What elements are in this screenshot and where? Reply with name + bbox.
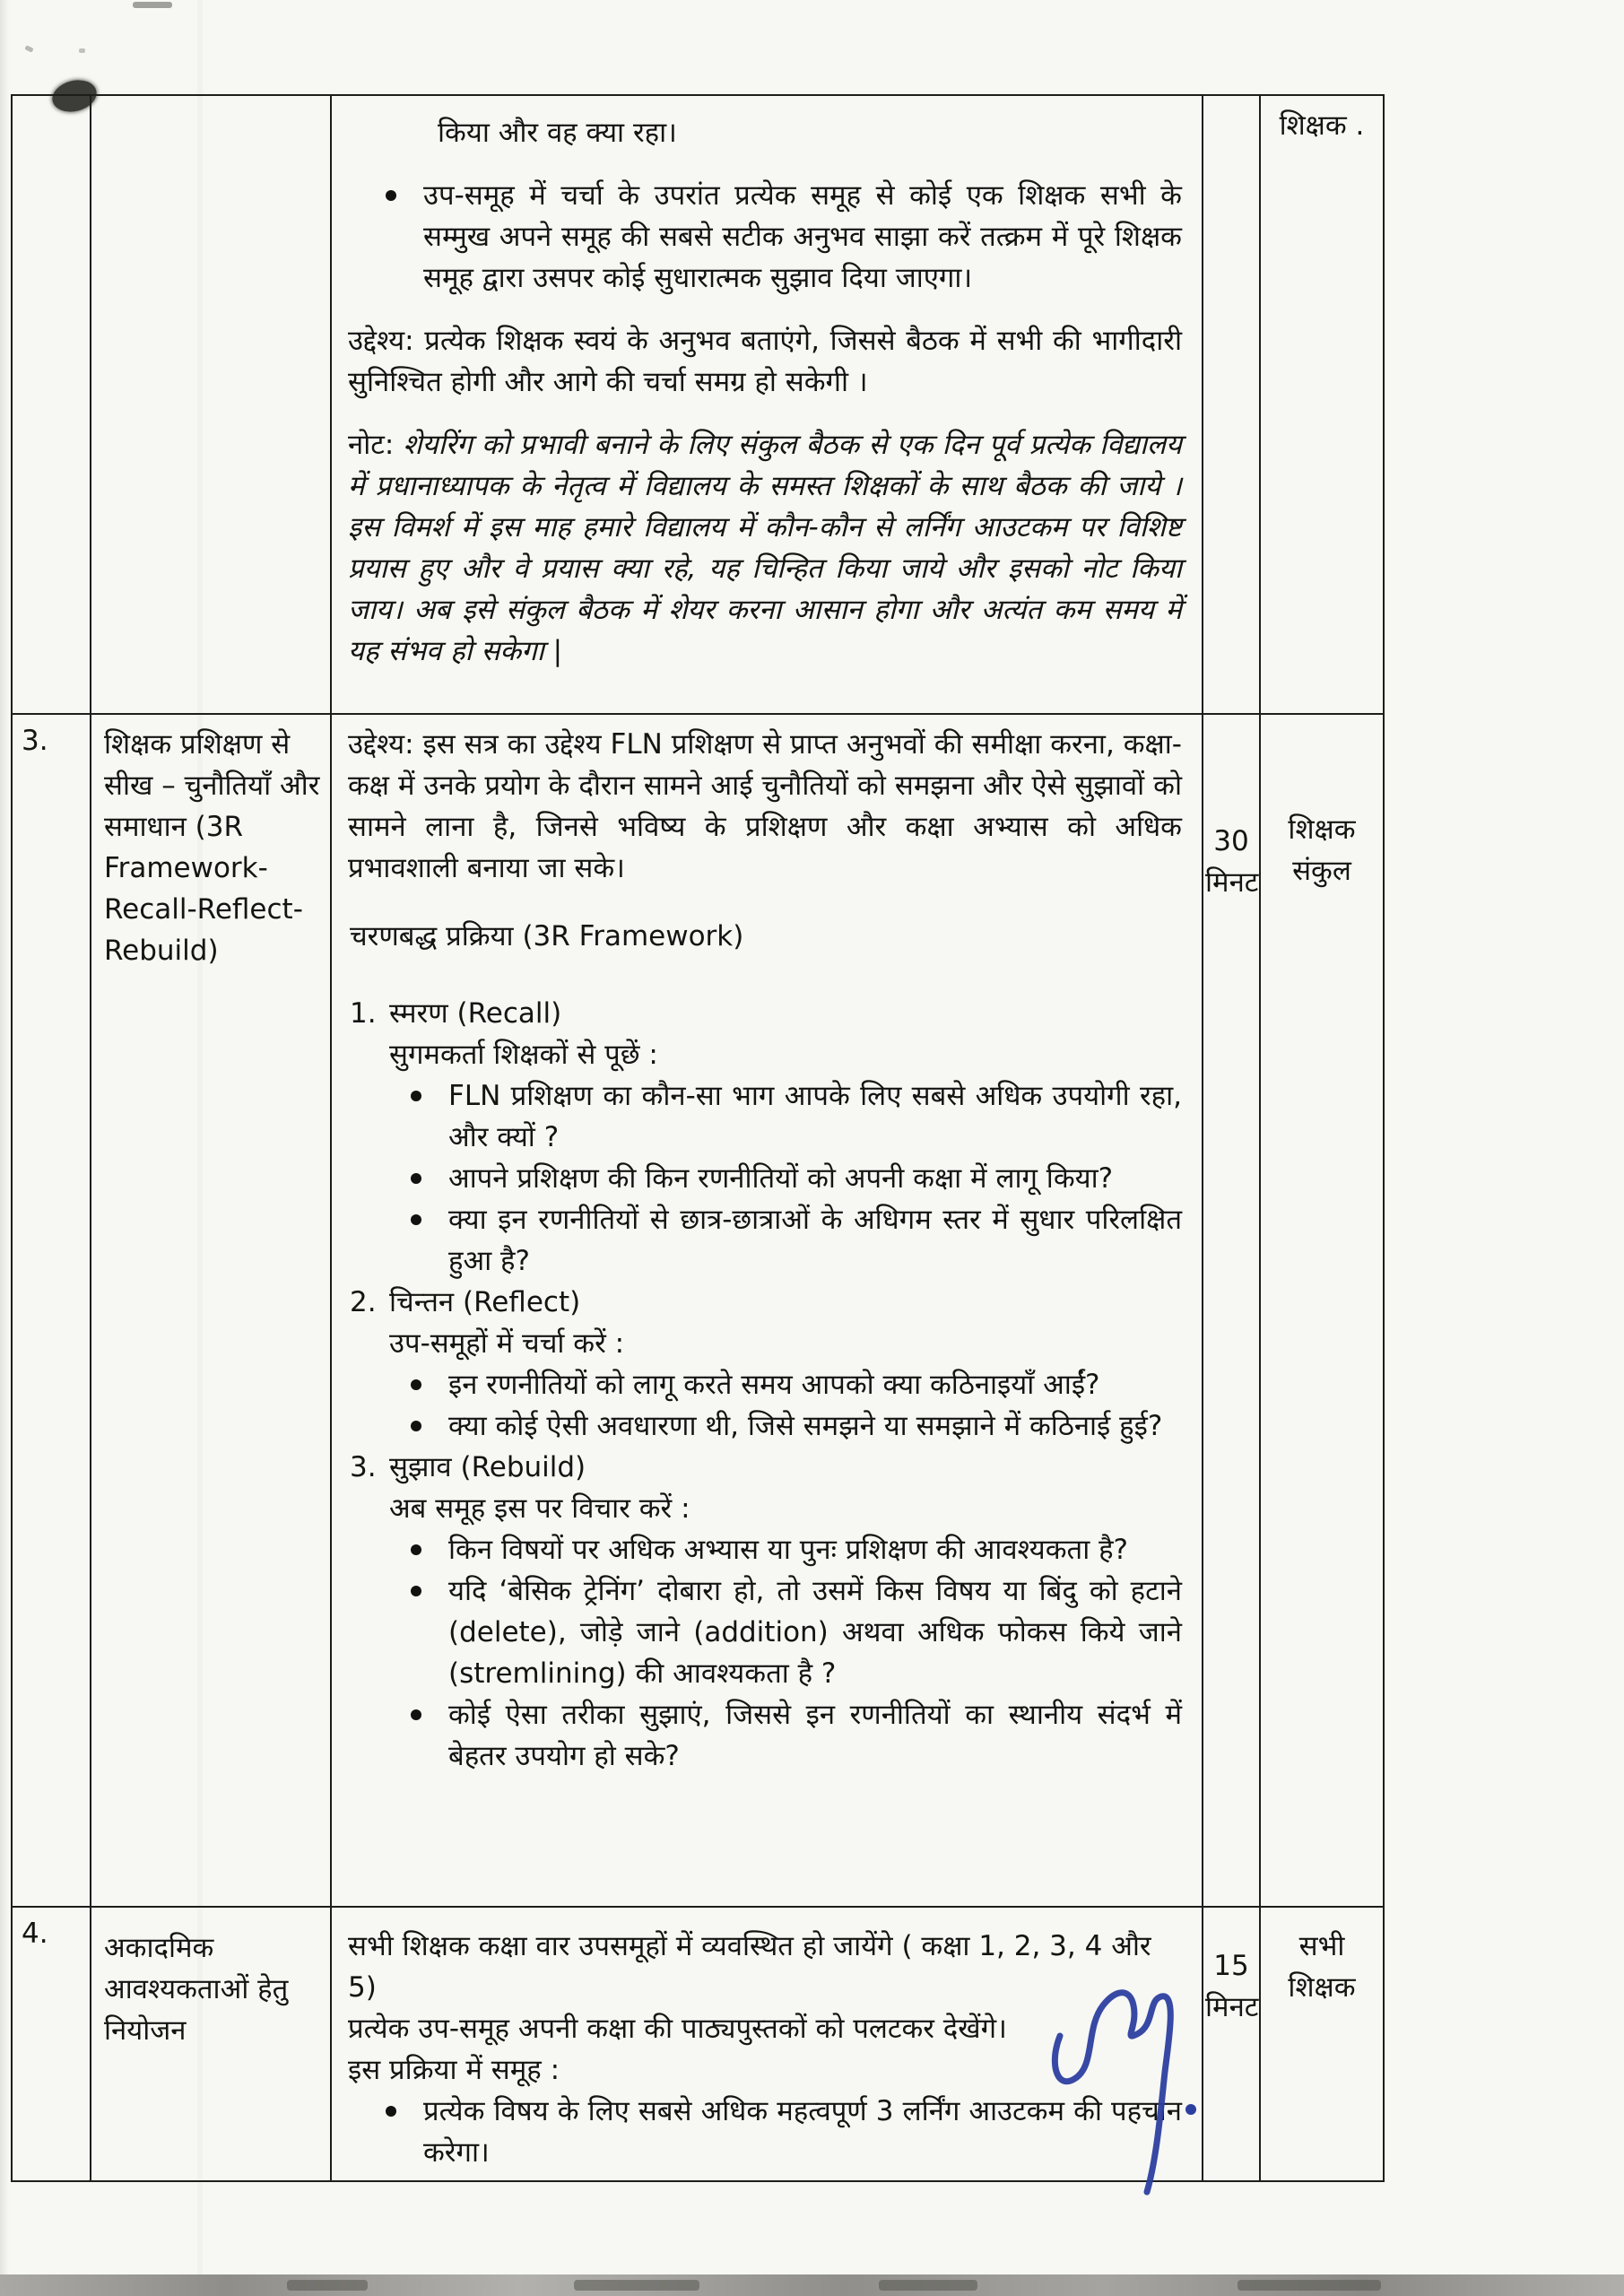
bullet-icon [411, 1214, 421, 1225]
bullet-item [389, 1694, 1182, 1777]
cell-activity-continuation [331, 95, 1203, 714]
scan-bottom-edge [0, 2274, 1624, 2296]
serial-number: 3. [22, 725, 48, 757]
time-unit: मिनट [1205, 1991, 1259, 2023]
step-number: 3. [350, 1451, 377, 1483]
bullet-text: इन रणनीतियों को लागू करते समय आपको क्या कठिनाइयाँ आईं? [448, 1369, 1100, 1401]
bullet-text: कोई ऐसा तरीका सुझाएं, जिससे इन रणनीतियों का स्थानीय संदर्भ में बेहतर उपयोग हो सके? [448, 1699, 1182, 1772]
scan-smudge [1238, 2280, 1381, 2291]
bullet-text: क्या इन रणनीतियों से छात्र-छात्राओं के अधिगम स्तर में सुधार परिलक्षित हुआ है? [448, 1204, 1182, 1277]
bullet-item [389, 1364, 1182, 1405]
cell-serial-empty [12, 95, 91, 714]
cell-responsible [1260, 714, 1384, 1907]
agenda-table [11, 94, 1385, 2182]
table-row-3 [12, 714, 1384, 1907]
activity-line: इस प्रक्रिया में समूह : [348, 2054, 560, 2086]
responsible-line: शिक्षक [1288, 813, 1356, 846]
bullet-item [389, 1405, 1182, 1447]
step-title: सुझाव (Rebuild) [389, 1451, 586, 1483]
objective-paragraph: उद्देश्य: इस सत्र का उद्देश्य FLN प्रशिक्षण से प्राप्त अनुभवों की समीक्षा करना, कक्षा-कक्ष में उनके प्रयोग के दौरान सामने आई चुनौतियों को समझना और ऐसे सुझावों को सामने लाना है, जिनसे भविष्य के प्रशिक्षण और कक्षा अभ्यास को अधिक प्रभावशाली बनाया जा सके। [348, 728, 1182, 884]
cell-activity [331, 714, 1203, 1907]
note-paragraph [348, 424, 1182, 672]
step-title: चिन्तन (Reflect) [389, 1286, 581, 1318]
step-number: 2. [350, 1286, 377, 1318]
bullet-icon [411, 1586, 421, 1596]
step-number: 1. [350, 997, 377, 1030]
note-label: नोट: [348, 429, 395, 461]
topic-text: अकादमिक आवश्यकताओं हेतु नियोजन [104, 1932, 289, 2047]
scan-smudge [574, 2280, 699, 2291]
bullet-text: किन विषयों पर अधिक अभ्यास या पुनः प्रशिक्षण की आवश्यकता है? [448, 1534, 1128, 1566]
step-title: स्मरण (Recall) [389, 997, 562, 1030]
step-lead: अब समूह इस पर विचार करें : [389, 1492, 690, 1525]
scan-smudge [879, 2280, 977, 2291]
page-edge-shadow [0, 0, 9, 2296]
cell-responsible [1260, 95, 1384, 714]
time-value: 30 [1213, 825, 1249, 857]
bullet-item [389, 1570, 1182, 1694]
bullet-item [389, 1199, 1182, 1282]
cell-time [1203, 714, 1260, 1907]
responsible-text: शिक्षक . [1279, 109, 1365, 142]
cell-serial [12, 1907, 91, 2181]
bullet-text: यदि ‘बेसिक ट्रेनिंग’ दोबारा हो, तो उसमें किस विषय या बिंदु को हटाने (delete), जोड़े जाने (addition) अथवा अधिक फोकस किये जाने (stremlining) की आवश्यकता है ? [448, 1575, 1182, 1690]
step-recall [350, 993, 1182, 1282]
note-text: शेयरिंग को प्रभावी बनाने के लिए संकुल बैठक से एक दिन पूर्व प्रत्येक विद्यालय में प्रधानाध्यापक के नेतृत्व में विद्यालय के समस्त शिक्षकों के साथ बैठक की जाये । इस विमर्श में इस माह हमारे विद्यालय में कौन-कौन से लर्निंग आउटकम पर विशिष्ट प्रयास हुए और वे प्रयास क्या रहे, यह चिन्हित किया जाये और इसको नोट किया जाय। अब इसे संकुल बैठक में शेयर करना आसान होगा और अत्यंत कम समय में यह संभव हो सकेगा | [348, 429, 1182, 667]
signature-dot [1185, 2104, 1196, 2115]
step-rebuild [350, 1447, 1182, 1777]
process-heading: चरणबद्ध प्रक्रिया (3R Framework) [350, 920, 744, 952]
bullet-icon [411, 1379, 421, 1390]
serial-number: 4. [22, 1918, 48, 1950]
bullet-text: FLN प्रशिक्षण का कौन-सा भाग आपके लिए सबसे अधिक उपयोगी रहा, और क्यों ? [448, 1080, 1182, 1153]
bullet-item [389, 1158, 1182, 1199]
responsible-line: सभी [1298, 1930, 1345, 1962]
bullet-icon [411, 1709, 421, 1720]
bullet-item [389, 1529, 1182, 1570]
step-lead: उप-समूहों में चर्चा करें : [389, 1327, 625, 1360]
bullet-icon [411, 1544, 421, 1555]
cell-topic [91, 714, 331, 1907]
bullet-icon [411, 1421, 421, 1431]
bullet-text: क्या कोई ऐसी अवधारणा थी, जिसे समझने या समझाने में कठिनाई हुई? [448, 1410, 1163, 1442]
cell-topic [91, 1907, 331, 2181]
continued-sentence: किया और वह क्या रहा। [438, 117, 677, 149]
bullet-text: उप-समूह में चर्चा के उपरांत प्रत्येक समूह से कोई एक शिक्षक सभी के सम्मुख अपने समूह की सबसे सटीक अनुभव साझा करें तत्क्रम में पूरे शिक्षक समूह द्वारा उसपर कोई सुधारात्मक सुझाव दिया जाएगा। [423, 179, 1182, 294]
responsible-line: शिक्षक [1288, 1971, 1356, 2004]
bullet-icon [386, 2106, 396, 2117]
cell-topic-empty [91, 95, 331, 714]
topic-text: शिक्षक प्रशिक्षण से सीख – चुनौतियाँ और समाधान (3R Framework- Recall-Reflect- Rebuild) [104, 728, 320, 967]
table-row-continuation [12, 95, 1384, 714]
bullet-icon [386, 190, 396, 201]
objective-paragraph: उद्देश्य: प्रत्येक शिक्षक स्वयं के अनुभव बताएंगे, जिससे बैठक में सभी की भागीदारी सुनिश्चित होगी और आगे की चर्चा समग्र हो सकेगी । [348, 325, 1182, 398]
scan-speck [79, 48, 85, 53]
scan-speck [24, 45, 33, 52]
signature-stroke [1055, 1993, 1170, 2192]
bullet-icon [411, 1091, 421, 1101]
step-lead: सुगमकर्ता शिक्षकों से पूछें : [389, 1039, 658, 1071]
activity-line: प्रत्येक उप-समूह अपनी कक्षा की पाठ्यपुस्तकों को पलटकर देखेंगे। [348, 2013, 1007, 2045]
bullet-icon [411, 1173, 421, 1184]
activity-line: सभी शिक्षक कक्षा वार उपसमूहों में व्यवस्थित हो जायेंगे ( कक्षा 1, 2, 3, 4 और 5) [348, 1930, 1151, 2004]
time-unit: मिनट [1205, 866, 1259, 899]
bullet-item [389, 1075, 1182, 1158]
bullet-text: प्रत्येक विषय के लिए सबसे अधिक महत्वपूर्ण 3 लर्निंग आउटकम की पहचान करेगा। [423, 2095, 1182, 2169]
scan-smudge [287, 2280, 368, 2291]
cell-responsible [1260, 1907, 1384, 2181]
time-value: 15 [1213, 1950, 1249, 1982]
scan-speck [133, 2, 172, 8]
bullet-item [348, 175, 1182, 299]
bullet-text: आपने प्रशिक्षण की किन रणनीतियों को अपनी कक्षा में लागू किया? [448, 1162, 1114, 1195]
responsible-line: संकुल [1292, 855, 1351, 887]
cell-serial [12, 714, 91, 1907]
pen-signature [1033, 1953, 1248, 2222]
step-reflect [350, 1282, 1182, 1447]
cell-time-empty [1203, 95, 1260, 714]
